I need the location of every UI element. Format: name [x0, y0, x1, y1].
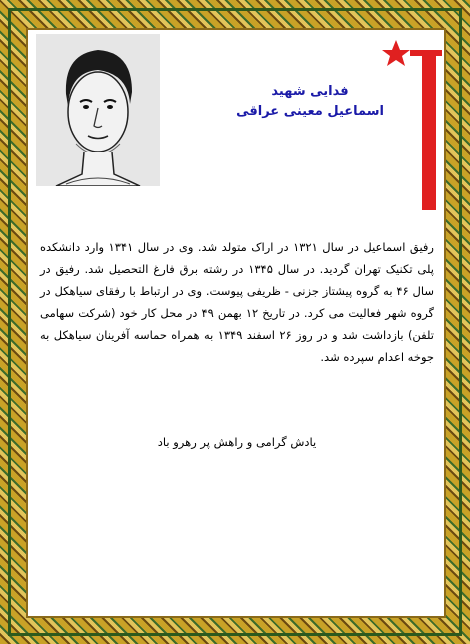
title-line-1: فدایی شهید — [271, 84, 349, 99]
portrait-sketch-icon — [36, 34, 160, 186]
title-block — [236, 82, 384, 122]
biography-paragraph: رفیق اسماعیل در سال ۱۳۲۱ در اراک متولد شد. وی در سال ۱۳۴۱ وارد دانشکده پلی تکنیک تهران گردید. در سال ۱۳۴۵ در رشته برق فارغ التحصیل شد. رفیق در سال ۴۶ به گروه پیشتاز جزنی - ظریفی پیوست. وی در ارتباط با رفقای سیاهکل در گروه شهر فعالیت می کرد. در تاریخ ۱۲ بهمن ۴۹ در محل کار خود (شرکت سهامی تلفن) بازداشت شد و در روز ۲۶ اسفند ۱۳۴۹ به همراه حماسه آفرینان سیاهکل به جوخه اعدام سپرده شد. — [40, 240, 435, 364]
martyr-name: اسماعیل معینی عراقی — [236, 104, 384, 119]
memorial-card — [26, 28, 446, 618]
red-star-emblem-icon — [382, 40, 442, 210]
emblem — [382, 40, 442, 210]
portrait-image — [36, 34, 160, 186]
closing-line: یادش گرامی و راهش پر رهرو باد — [157, 435, 317, 449]
